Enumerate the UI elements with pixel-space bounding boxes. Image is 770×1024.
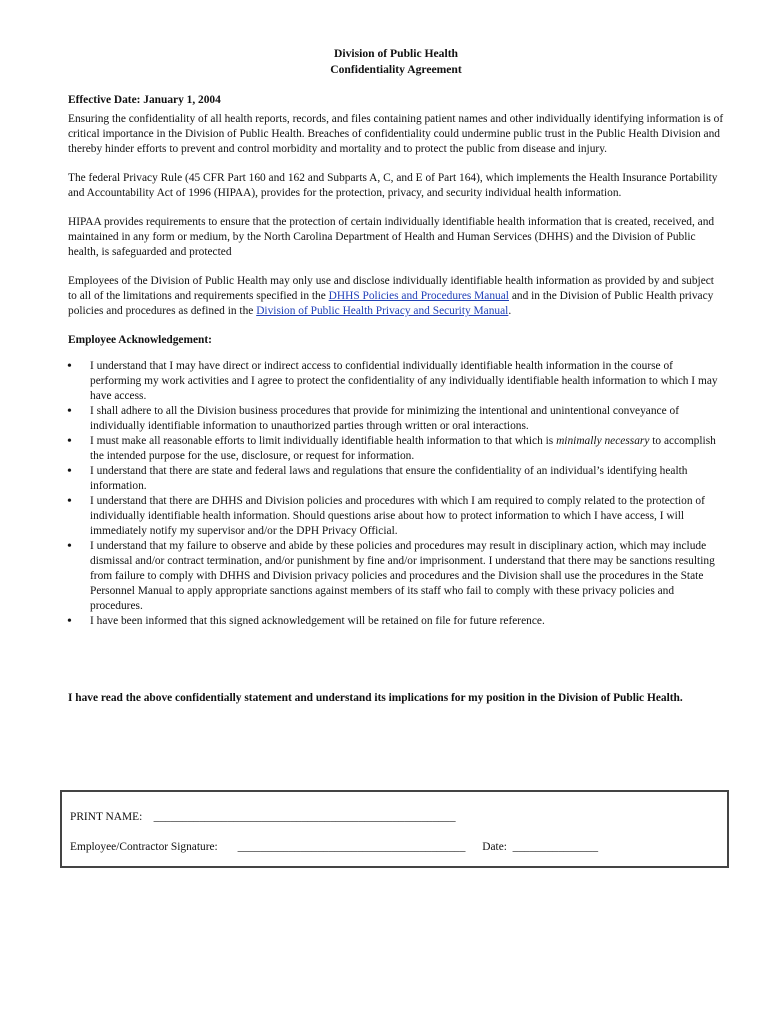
bullet-icon: •	[67, 359, 72, 374]
print-name-row	[70, 810, 456, 825]
print-name-field[interactable]: _____________________________________________________	[153, 811, 456, 823]
document-title	[68, 46, 724, 77]
list-item	[68, 404, 724, 434]
bullet-icon: •	[67, 614, 72, 629]
paragraph-employees	[68, 274, 724, 319]
list-item-text-tail: to accomplish the intended purpose for the use, disclosure, or request for information.	[90, 435, 716, 462]
paragraph-employees-part3: .	[508, 305, 512, 317]
date-field[interactable]: _______________	[512, 841, 599, 853]
paragraph-employees-part2: and in the Division of Public Health privacy policies and procedures as defined in the	[68, 290, 714, 317]
list-item-text: I understand that I may have direct or indirect access to confidential individually identifiable health information in the course of performing my work activities and I agree to protect the confidentiality of any individually identifiable health information to which I may have access.	[90, 360, 718, 402]
date-label: Date:	[482, 841, 507, 853]
list-item	[68, 434, 724, 464]
signature-field[interactable]: ________________________________________	[237, 841, 466, 853]
document-page	[68, 46, 724, 706]
list-item-text: I understand that my failure to observe and abide by these policies and procedures may result in disciplinary action, which may include dismissal and/or contract termination, and/or punishment by fine and/or imprisonment. I understand that there may be sanctions resulting from failure to comply with DHHS and Division privacy policies and procedures and the Division shall use the procedures in the State Personnel Manual to apply appropriate sanctions against members of its staff who fail to comply with these privacy policies and procedures.	[90, 540, 715, 612]
list-item-text: I have been informed that this signed acknowledgement will be retained on file for future reference.	[90, 615, 545, 627]
title-line-2: Confidentiality Agreement	[330, 62, 462, 76]
effective-date: Effective Date: January 1, 2004	[68, 94, 221, 106]
acknowledgement-statement: I have read the above confidentially statement and understand its implications for my position in the Division of Public Health.	[68, 692, 683, 704]
bullet-icon: •	[67, 434, 72, 449]
list-item-text: I understand that there are DHHS and Division policies and procedures with which I am required to comply related to the protection of individually identifiable health information. Should questions arise about how to protect information to which I have access, I will immediately notify my supervisor and/or the DPH Privacy Official.	[90, 495, 705, 537]
list-item	[68, 494, 724, 539]
paragraph-privacy-rule: The federal Privacy Rule (45 CFR Part 160 and 162 and Subparts A, C, and E of Part 164), which implements the Health Insurance Portability and Accountability Act of 1996 (HIPAA), provides for the protection, privacy, and security individual health information.	[68, 172, 718, 199]
print-name-label: PRINT NAME:	[70, 811, 143, 823]
list-item	[68, 464, 724, 494]
list-item	[68, 539, 724, 614]
signature-row	[70, 840, 598, 855]
bullet-icon: •	[67, 539, 72, 554]
paragraph-hipaa: HIPAA provides requirements to ensure that the protection of certain individually identifiable health information that is created, received, and maintained in any form or medium, by the North Carolina Department of Health and Human Services (DHHS) and the Division of Public health, is safeguarded and protected	[68, 216, 715, 258]
paragraph-confidentiality: Ensuring the confidentiality of all health reports, records, and files containing patient names and other individually identifying information is of critical importance in the Division of Public Health. Breaches of confidentiality could undermine public trust in the Public Health Division and thereby hinder efforts to prevent and control morbidity and mortality and to protect the public from disease and injury.	[68, 113, 724, 155]
acknowledgement-heading: Employee Acknowledgement:	[68, 334, 212, 346]
list-item	[68, 359, 724, 404]
list-item-text: I understand that there are state and federal laws and regulations that ensure the confidentiality of an individual’s identifying health information.	[90, 465, 688, 492]
list-item	[68, 614, 724, 629]
dhhs-manual-link[interactable]: DHHS Policies and Procedures Manual	[328, 290, 509, 302]
title-line-1: Division of Public Health	[334, 47, 458, 60]
signature-label: Employee/Contractor Signature:	[70, 841, 218, 853]
dph-privacy-manual-link[interactable]: Division of Public Health Privacy and Security Manual	[256, 305, 509, 317]
bullet-icon: •	[67, 464, 72, 479]
paragraph-employees-part1: Employees of the Division of Public Health may only use and disclose individually identifiable health information as provided by and subject to all of the limitations and requirements specified in the	[68, 275, 714, 302]
list-item-emphasis: minimally necessary	[556, 435, 650, 447]
signature-form-box	[60, 790, 729, 868]
bullet-icon: •	[67, 494, 72, 509]
list-item-text: I must make all reasonable efforts to limit individually identifiable health information to that which is	[90, 435, 557, 447]
list-item-text: I shall adhere to all the Division business procedures that provide for minimizing the intentional and unintentional conveyance of individually identifiable information to unauthorized parties through written or oral interactions.	[90, 405, 679, 432]
acknowledgement-list	[68, 359, 724, 629]
bullet-icon: •	[67, 404, 72, 419]
